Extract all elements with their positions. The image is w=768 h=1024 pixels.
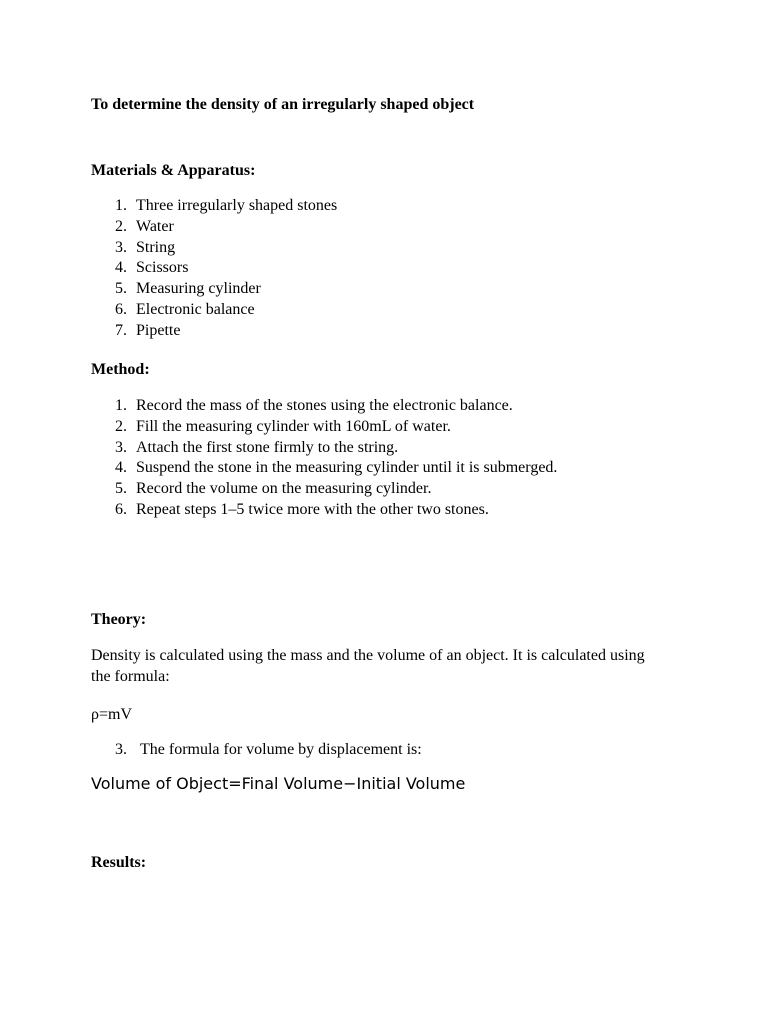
- list-item-number: 3.: [115, 438, 127, 456]
- list-item: [91, 500, 708, 521]
- list-item-number: 5.: [115, 480, 127, 498]
- list-item: [91, 300, 708, 321]
- list-item-number: 6.: [115, 300, 127, 318]
- volume-formula: Volume of Object=Final Volume−Initial Volume: [91, 774, 466, 793]
- list-item: [91, 396, 708, 417]
- list-item: [91, 217, 708, 238]
- list-item-number: 2.: [115, 417, 127, 435]
- list-item: [91, 321, 708, 342]
- method-list: [91, 396, 708, 521]
- list-item: [91, 238, 708, 259]
- list-item-number: 3.: [115, 741, 127, 758]
- list-item-text: Scissors: [136, 259, 189, 277]
- density-formula: ρ=mV: [91, 706, 133, 723]
- list-item-number: 6.: [115, 500, 127, 518]
- list-item-text: Record the volume on the measuring cylinder.: [136, 480, 432, 498]
- method-heading: Method:: [91, 361, 150, 378]
- list-item-text: Repeat steps 1–5 twice more with the other two stones.: [136, 500, 489, 518]
- list-item-text: Attach the first stone firmly to the string.: [136, 438, 399, 456]
- theory-heading: Theory:: [91, 611, 147, 628]
- list-item: [91, 458, 708, 479]
- displacement-list-item: [91, 739, 422, 760]
- list-item-text: String: [136, 238, 176, 256]
- materials-list: [91, 196, 708, 342]
- theory-paragraph: Density is calculated using the mass and the volume of an object. It is calculated using the formula:: [91, 647, 645, 685]
- list-item: [91, 417, 708, 438]
- list-item: [91, 196, 708, 217]
- list-item-number: 4.: [115, 459, 127, 477]
- list-item-number: 1.: [115, 397, 127, 414]
- list-item-number: 2.: [115, 217, 127, 235]
- list-item-text: Pipette: [136, 321, 181, 339]
- list-item: [91, 438, 708, 459]
- list-item-text: Fill the measuring cylinder with 160mL of water.: [136, 417, 451, 435]
- document-title: To determine the density of an irregularly shaped object: [91, 96, 475, 113]
- list-item-text: Electronic balance: [136, 300, 255, 318]
- list-item-number: 3.: [115, 238, 127, 256]
- list-item-number: 4.: [115, 259, 127, 277]
- list-item: [91, 279, 708, 300]
- list-item-number: 1.: [115, 197, 127, 214]
- list-item-text: Suspend the stone in the measuring cylinder until it is submerged.: [136, 459, 558, 477]
- list-item-number: 5.: [115, 280, 127, 298]
- results-heading: Results:: [91, 854, 147, 871]
- materials-heading: Materials & Apparatus:: [91, 162, 256, 179]
- list-item: [91, 258, 708, 279]
- list-item-text: Measuring cylinder: [136, 280, 261, 298]
- list-item-number: 7.: [115, 321, 127, 339]
- list-item-text: The formula for volume by displacement is:: [140, 741, 422, 758]
- list-item-text: Record the mass of the stones using the electronic balance.: [136, 397, 513, 414]
- list-item-text: Three irregularly shaped stones: [136, 197, 338, 214]
- list-item: [91, 479, 708, 500]
- list-item-text: Water: [136, 217, 174, 235]
